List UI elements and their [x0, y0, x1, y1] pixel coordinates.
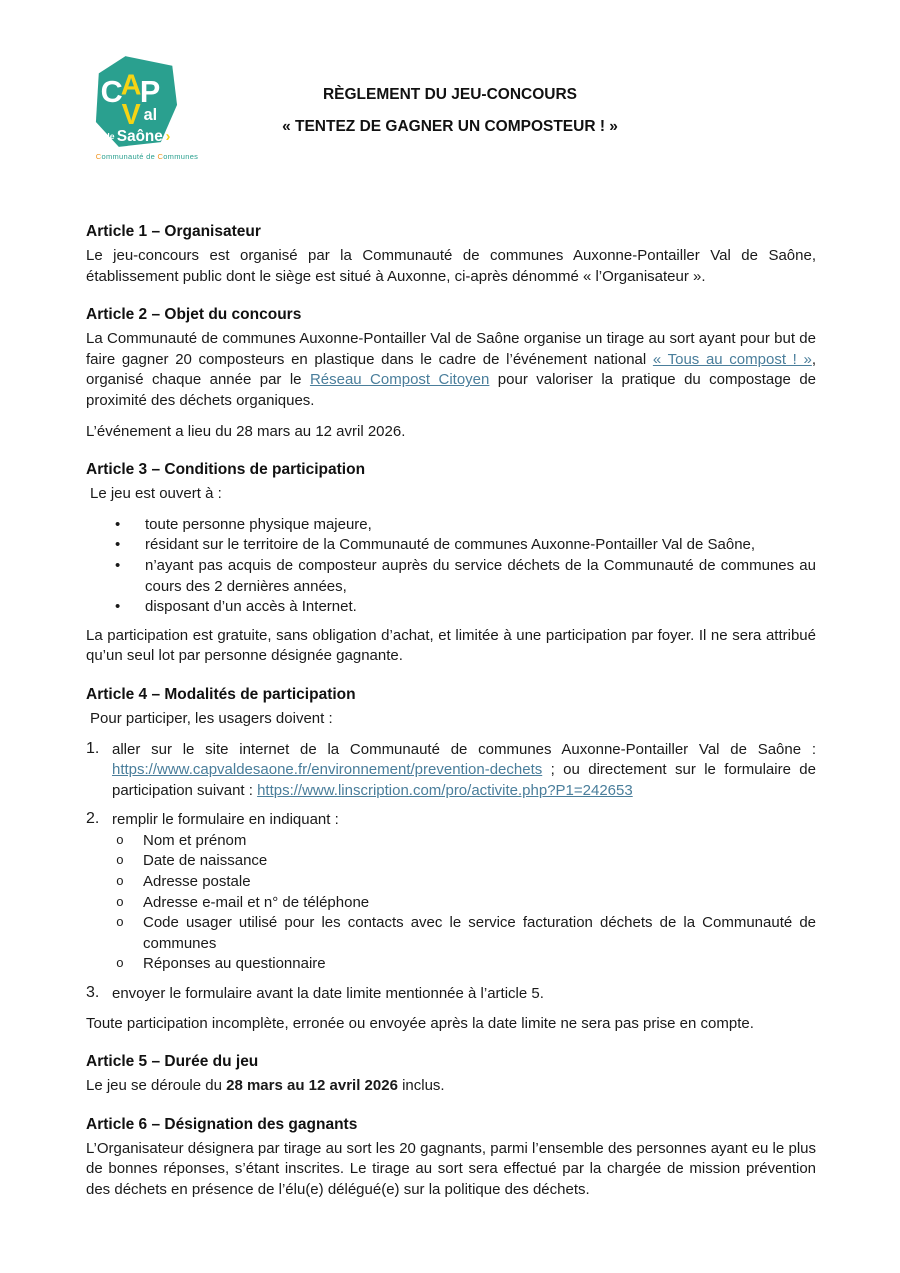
article-3-section: [86, 459, 816, 667]
article-2-heading: Article 2 – Objet du concours: [86, 306, 302, 324]
bullet-marker: •: [115, 536, 121, 554]
list-item-text: toute personne physique majeure,: [145, 515, 372, 533]
article-1-paragraph: Le jeu-concours est organisé par la Communauté de communes Auxonne-Pontailler Val de Saône, établissement public dont le siège est situé à Auxonne, ci-après dénommé « l’Organisateur ».: [86, 247, 816, 285]
bullet-marker: •: [115, 556, 121, 574]
tagline-text: ommunes: [163, 152, 199, 161]
article-3-heading: Article 3 – Conditions de participation: [86, 461, 366, 479]
numbered-item-text: [112, 810, 816, 975]
sub-list-item: [112, 893, 816, 914]
sub-list-item-text: Adresse postale: [143, 873, 251, 891]
circle-marker: o: [116, 832, 124, 848]
sub-list-item-text: Code usager utilisé pour les contacts avec le service facturation déchets de la Communauté de communes: [143, 914, 816, 952]
svg-text:V: V: [121, 98, 141, 131]
sub-list-item-text: Adresse e-mail et n° de téléphone: [143, 893, 370, 911]
tagline-letter: C: [95, 152, 102, 161]
article-2-paragraph-1: [86, 329, 816, 411]
article-6-heading: Article 6 – Désignation des gagnants: [86, 1115, 358, 1133]
paragraph-text: La Communauté de communes Auxonne-Pontailler Val de Saône organise un tirage au sort ayant pour but de faire gagner 20 composteurs en plastique dans le cadre de l’événement national: [86, 330, 816, 368]
list-item-text: n’ayant pas acquis de composteur auprès du service déchets de la Communauté de communes au cours des 2 dernières années,: [145, 556, 816, 595]
sub-list-item: [112, 851, 816, 872]
svg-text:›: ›: [165, 129, 171, 146]
article-3-intro: Le jeu est ouvert à :: [90, 485, 222, 503]
link-reseau-compost-citoyen[interactable]: Réseau Compost Citoyen: [309, 371, 490, 389]
svg-text:P: P: [139, 75, 161, 109]
sub-list-item: [112, 913, 816, 954]
numbered-item-text: [112, 740, 816, 802]
circle-marker: o: [116, 956, 124, 972]
list-item: [86, 597, 816, 618]
sub-list-item-text: Réponses au questionnaire: [143, 955, 326, 973]
article-5-section: [86, 1051, 816, 1097]
link-prevention-dechets-url[interactable]: https://www.capvaldesaone.fr/environnement/prevention-dechets: [112, 761, 543, 779]
document-title-block: [0, 86, 900, 136]
sub-list-item-text: Nom et prénom: [143, 831, 247, 849]
svg-text:C: C: [100, 75, 123, 109]
numbered-item-1: [86, 740, 816, 802]
sub-list-item: [112, 954, 816, 975]
logo-tagline: [84, 152, 210, 161]
article-4-heading: Article 4 – Modalités de participation: [86, 685, 356, 703]
sub-list-item: [112, 872, 816, 893]
bullet-marker: •: [115, 598, 121, 616]
article-2-section: [86, 304, 816, 442]
list-item: [86, 535, 816, 556]
sub-list-item: [112, 831, 816, 852]
article-2-paragraph-2: L’événement a lieu du 28 mars au 12 avril 2026.: [86, 422, 406, 440]
conditions-bullet-list: [86, 515, 816, 618]
article-6-section: [86, 1114, 816, 1201]
circle-marker: o: [116, 894, 124, 910]
numbered-item-3: [86, 984, 816, 1005]
article-4-intro: Pour participer, les usagers doivent :: [90, 709, 333, 727]
article-3-outro: La participation est gratuite, sans obligation d’achat, et limitée à une participation par foyer. Il ne sera attribué qu’un seul lot par personne désignée gagnante.: [86, 626, 816, 665]
sub-list-item-text: Date de naissance: [143, 852, 268, 870]
article-4-section: [86, 684, 816, 1034]
document-body: [86, 221, 816, 1218]
number-marker: 2.: [86, 810, 100, 828]
list-item-text: disposant d’un accès à Internet.: [145, 598, 357, 616]
paragraph-text: Le jeu se déroule du: [86, 1077, 227, 1095]
bullet-marker: •: [115, 515, 121, 533]
paragraph-text: ; ou directement sur le formulaire de participation suivant :: [112, 761, 816, 799]
svg-text:A: A: [120, 69, 142, 102]
circle-marker: o: [116, 874, 124, 890]
list-item: [86, 556, 816, 597]
circle-marker: o: [116, 853, 124, 869]
tagline-text: ommunauté de: [101, 152, 158, 161]
numbered-item-label: remplir le formulaire en indiquant :: [112, 811, 339, 829]
paragraph-text: aller sur le site internet de la Communauté de communes Auxonne-Pontailler Val de Saône :: [112, 740, 816, 758]
numbered-item-text: envoyer le formulaire avant la date limite mentionnée à l’article 5.: [112, 985, 544, 1003]
article-6-paragraph: L’Organisateur désignera par tirage au sort les 20 gagnants, parmi l’ensemble des personnes ayant eu le plus de bonnes réponses, s’étant inscrites. Le tirage au sort sera effectué par la chargée de mission prévention des déchets en présence de l’élu(e) délégué(e) sur la politique des déchets.: [86, 1139, 816, 1198]
article-4-outro: Toute participation incomplète, erronée ou envoyée après la date limite ne sera pas prise en compte.: [86, 1014, 754, 1032]
article-1-heading: Article 1 – Organisateur: [86, 223, 261, 240]
paragraph-text: pour valoriser la pratique du compostage de proximité des déchets organiques.: [86, 371, 817, 409]
contest-dates-bold: 28 mars au 12 avril 2026: [226, 1077, 398, 1095]
circle-marker: o: [116, 915, 124, 931]
link-inscription-form-url[interactable]: https://www.linscription.com/pro/activite.php?P1=242653: [257, 781, 633, 799]
article-1-section: [86, 221, 816, 287]
list-item-text: résidant sur le territoire de la Communauté de communes Auxonne-Pontailler Val de Saône,: [145, 536, 756, 554]
tagline-letter: C: [157, 152, 164, 161]
document-title-line2: « TENTEZ DE GAGNER UN COMPOSTEUR ! »: [282, 118, 618, 135]
article-5-paragraph: [86, 1076, 816, 1097]
link-tous-au-compost[interactable]: « Tous au compost ! »: [652, 350, 812, 368]
article-5-heading: Article 5 – Durée du jeu: [86, 1053, 259, 1071]
form-fields-sublist: [112, 831, 816, 975]
numbered-item-2: [86, 810, 816, 975]
svg-text:de: de: [104, 131, 115, 142]
document-title-line1: RÈGLEMENT DU JEU-CONCOURS: [322, 86, 578, 103]
svg-text:al: al: [143, 106, 158, 125]
number-marker: 3.: [86, 984, 100, 1002]
list-item: [86, 515, 816, 536]
paragraph-text: , organisé chaque année par le: [86, 350, 816, 389]
svg-text:Saône: Saône: [116, 128, 163, 146]
number-marker: 1.: [86, 739, 100, 757]
paragraph-text: inclus.: [397, 1077, 445, 1095]
